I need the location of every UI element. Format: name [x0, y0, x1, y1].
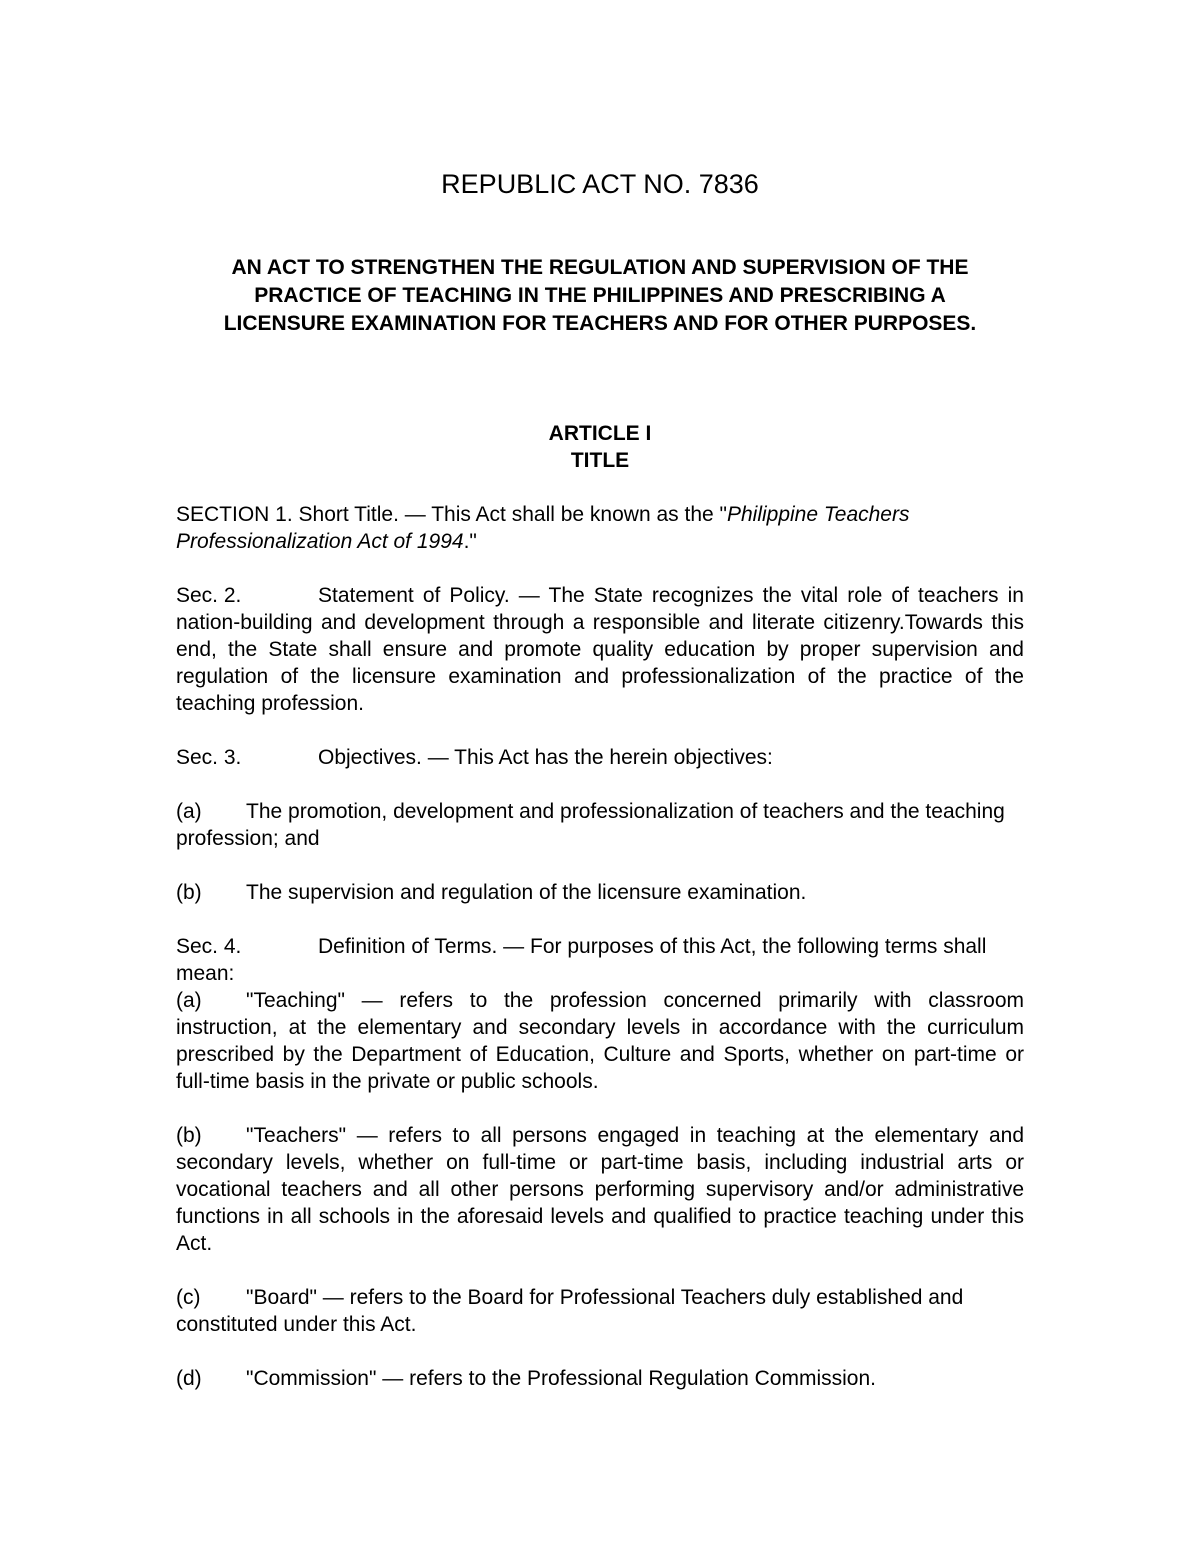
section-4-item-a — [176, 987, 1024, 1095]
section-4-item-c — [176, 1284, 1024, 1338]
section-2-text: Statement of Policy. — The State recognizes the vital role of teachers in nation-building and development through a responsible and literate citizenry.Towards this end, the State shall ensure and promote quality education by proper supervision and regulation of the licensure examination and professionalization of the practice of the teaching profession. — [176, 584, 1024, 715]
article-number: ARTICLE I — [548, 422, 652, 445]
article-heading — [176, 420, 1024, 474]
item-text: "Board" — refers to the Board for Professional Teachers duly established and constituted under this Act. — [176, 1286, 964, 1336]
section-2 — [176, 582, 1024, 717]
short-title-italic: Philippine Teachers Professionalization Act of 1994 — [176, 503, 910, 553]
document-page — [176, 160, 1024, 1392]
article-title: TITLE — [570, 449, 630, 472]
item-label: (c) — [176, 1286, 201, 1309]
section-3 — [176, 744, 1024, 771]
section-4 — [176, 933, 1024, 987]
item-label: (a) — [176, 989, 202, 1012]
item-text: The supervision and regulation of the licensure examination. — [246, 881, 807, 904]
section-4-item-d — [176, 1365, 1024, 1392]
item-text: "Teachers" — refers to all persons engaged in teaching at the elementary and secondary levels, whether on full-time or part-time basis, including industrial arts or vocational teachers and all other persons performing supervisory and/or administrative functions in all schools in the aforesaid levels and qualified to practice teaching under this Act. — [176, 1124, 1024, 1255]
document-title: REPUBLIC ACT NO. 7836 — [441, 169, 759, 199]
section-4-text: Definition of Terms. — For purposes of this Act, the following terms shall mean: — [176, 935, 987, 985]
section-2-label: Sec. 2. — [176, 584, 242, 607]
section-1-lead: SECTION 1. Short Title. — This Act shall be known as the " — [176, 503, 727, 526]
section-1-tail: ." — [463, 530, 477, 553]
item-text: "Teaching" — refers to the profession concerned primarily with classroom instruction, at the elementary and secondary levels in accordance with the curriculum prescribed by the Department of Education, Culture and Sports, whether on part-time or full-time basis in the private or public schools. — [176, 989, 1024, 1093]
section-3-label: Sec. 3. — [176, 746, 242, 769]
section-4-item-b — [176, 1122, 1024, 1257]
long-title-line: LICENSURE EXAMINATION FOR TEACHERS AND FOR OTHER PURPOSES. — [223, 312, 977, 335]
long-title-line: PRACTICE OF TEACHING IN THE PHILIPPINES AND PRESCRIBING A — [254, 284, 946, 307]
section-4-label: Sec. 4. — [176, 935, 242, 958]
long-title-line: AN ACT TO STRENGTHEN THE REGULATION AND SUPERVISION OF THE — [231, 256, 969, 279]
item-label: (b) — [176, 881, 202, 904]
section-3-text: Objectives. — This Act has the herein objectives: — [318, 746, 773, 769]
item-text: "Commission" — refers to the Professional Regulation Commission. — [246, 1367, 876, 1390]
act-long-title — [176, 254, 1024, 338]
item-label: (a) — [176, 800, 202, 823]
section-3-item-b — [176, 879, 1024, 906]
item-label: (d) — [176, 1367, 202, 1390]
section-1 — [176, 501, 1024, 555]
item-text: The promotion, development and professionalization of teachers and the teaching profession; and — [176, 800, 1005, 850]
item-label: (b) — [176, 1124, 202, 1147]
section-3-item-a — [176, 798, 1024, 852]
